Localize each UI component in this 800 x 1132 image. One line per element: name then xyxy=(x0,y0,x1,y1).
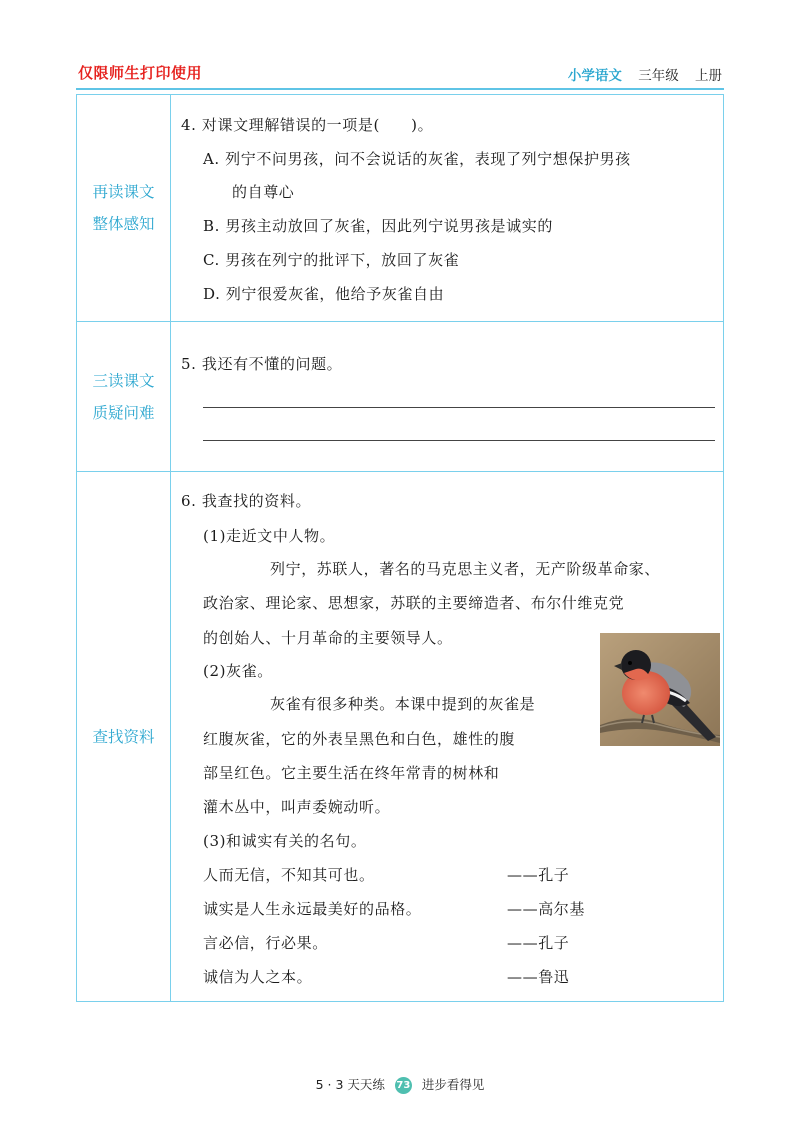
q6-part2-text: 灌木丛中，叫声委婉动听。 xyxy=(203,798,391,816)
q4-option-c: C. 男孩在列宁的批评下，放回了灰雀 xyxy=(203,251,460,269)
q6-part2-text: 灰雀有很多种类。本课中提到的灰雀是 xyxy=(270,695,536,713)
quote-text: 诚信为人之本。 xyxy=(203,968,313,986)
q6-part1-text: 政治家、理论家、思想家，苏联的主要缔造者、布尔什维克党 xyxy=(203,594,625,612)
q6-stem: 6. 我查找的资料。 xyxy=(181,492,312,510)
row-divider xyxy=(77,471,723,472)
book-info xyxy=(568,64,722,84)
quote-text: 言必信，行必果。 xyxy=(203,934,328,952)
section-label-research xyxy=(77,472,170,1001)
section-label-line: 三读课文 xyxy=(92,371,155,390)
q6-part2-title: (2)灰雀。 xyxy=(203,662,273,680)
q4-option-d: D. 列宁很爱灰雀，他给予灰雀自由 xyxy=(203,285,445,303)
subject-label: 小学语文 xyxy=(567,68,622,84)
bullfinch-photo xyxy=(600,633,720,746)
q4-stem: 4. 对课文理解错误的一项是( )。 xyxy=(181,116,434,134)
q6-part1-text: 的创始人、十月革命的主要领导人。 xyxy=(203,629,453,647)
quote-author: ——孔子 xyxy=(507,866,570,884)
quote-author: ——鲁迅 xyxy=(507,968,570,986)
quote-text: 人而无信，不知其可也。 xyxy=(203,866,375,884)
bullfinch-illustration xyxy=(600,633,720,746)
q6-part2-text: 部呈红色。它主要生活在终年常青的树林和 xyxy=(203,764,500,782)
grade-label: 三年级 xyxy=(638,68,679,84)
page-footer xyxy=(0,1075,800,1094)
q4-option-a: A. 列宁不问男孩，问不会说话的灰雀，表现了列宁想保护男孩 xyxy=(203,150,631,168)
q6-part2-text: 红腹灰雀，它的外表呈黑色和白色，雄性的腹 xyxy=(203,730,516,748)
q6-part1-title: (1)走近文中人物。 xyxy=(203,527,336,545)
quote-author: ——孔子 xyxy=(507,934,570,952)
section-label-line: 再读课文 xyxy=(92,183,155,201)
page-number-badge: 73 xyxy=(395,1077,412,1094)
header-divider xyxy=(76,88,724,90)
quote-author: ——高尔基 xyxy=(507,900,586,918)
q6-part1-text: 列宁，苏联人，著名的马克思主义者，无产阶级革命家、 xyxy=(270,560,661,578)
quote-text: 诚实是人生永远最美好的品格。 xyxy=(203,900,422,918)
row-divider xyxy=(77,321,723,322)
q4-option-b: B. 男孩主动放回了灰雀，因此列宁说男孩是诚实的 xyxy=(203,217,553,235)
footer-slogan: 进步看得见 xyxy=(421,1077,485,1092)
section-label-line: 质疑问难 xyxy=(92,403,155,422)
q6-part3-title: (3)和诚实有关的名句。 xyxy=(203,832,367,850)
section-label-line: 整体感知 xyxy=(92,215,155,233)
answer-line[interactable] xyxy=(203,407,715,408)
footer-brand: 5 · 3 天天练 xyxy=(315,1077,385,1092)
answer-line[interactable] xyxy=(203,440,715,441)
print-notice: 仅限师生打印使用 xyxy=(78,64,203,82)
term-label: 上册 xyxy=(695,68,722,84)
q5-stem: 5. 我还有不懂的问题。 xyxy=(181,355,343,373)
column-divider xyxy=(170,95,171,1001)
section-label-line: 查找资料 xyxy=(92,727,155,746)
section-label-question xyxy=(77,322,170,471)
section-label-reread xyxy=(77,95,170,321)
q4-option-a-cont: 的自尊心 xyxy=(232,183,295,201)
